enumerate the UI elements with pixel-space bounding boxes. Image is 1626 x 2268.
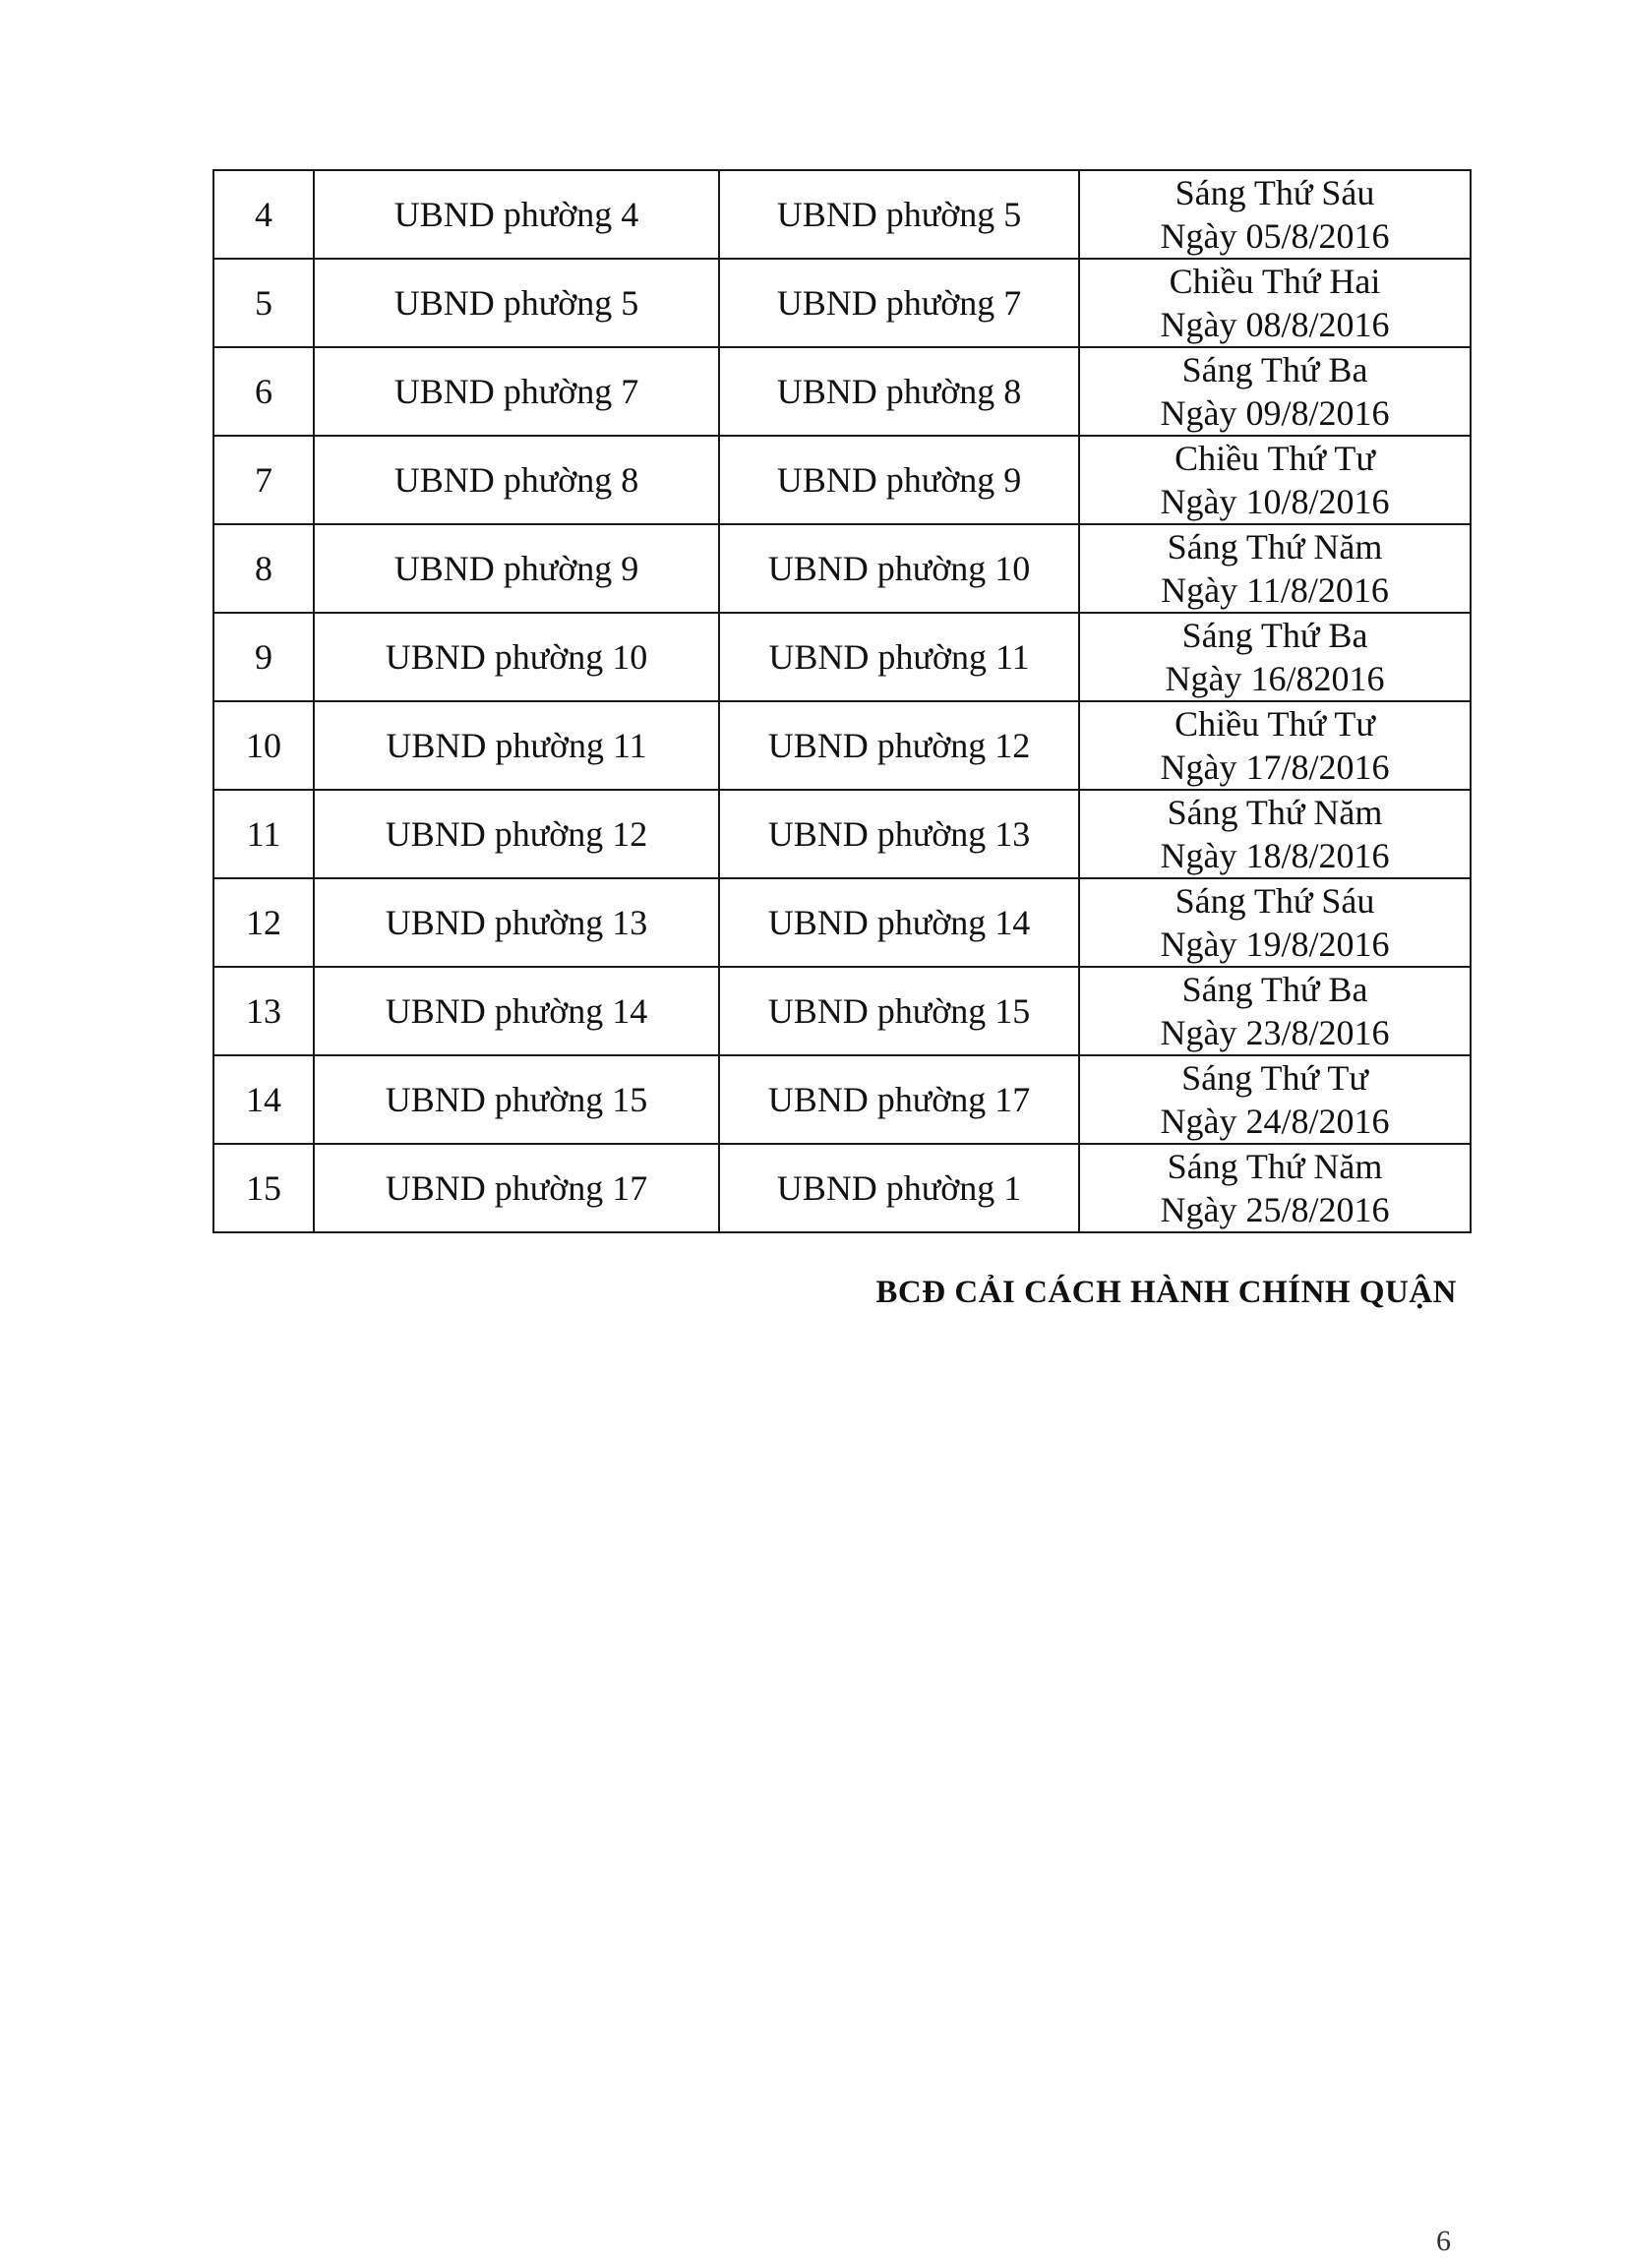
table-row [213, 613, 1471, 701]
unit-name: UBND phường 9 [314, 524, 719, 613]
row-number: 4 [213, 170, 314, 259]
schedule-time [1079, 347, 1471, 436]
row-number: 5 [213, 259, 314, 347]
row-number: 7 [213, 436, 314, 524]
schedule-time [1079, 701, 1471, 790]
page-number: 6 [1436, 2225, 1451, 2257]
schedule-time [1079, 1144, 1471, 1232]
schedule-time [1079, 613, 1471, 701]
session-day: Sáng Thứ Ba [1181, 970, 1368, 1009]
session-day: Sáng Thứ Sáu [1174, 881, 1375, 921]
table-row [213, 436, 1471, 524]
session-day: Sáng Thứ Tư [1181, 1058, 1368, 1098]
schedule-time [1079, 878, 1471, 967]
unit-name: UBND phường 8 [314, 436, 719, 524]
table-row [213, 170, 1471, 259]
unit-name: UBND phường 7 [314, 347, 719, 436]
row-number: 13 [213, 967, 314, 1055]
session-date: Ngày 11/8/2016 [1161, 570, 1389, 610]
row-number: 8 [213, 524, 314, 613]
unit-name: UBND phường 17 [314, 1144, 719, 1232]
receiving-unit: UBND phường 17 [719, 1055, 1079, 1144]
session-day: Sáng Thứ Ba [1181, 616, 1368, 655]
signature-title: BCĐ CẢI CÁCH HÀNH CHÍNH QUẬN [875, 1275, 1457, 1310]
table-row [213, 701, 1471, 790]
row-number: 10 [213, 701, 314, 790]
session-date: Ngày 10/8/2016 [1160, 482, 1390, 521]
table-row [213, 259, 1471, 347]
schedule-time [1079, 1055, 1471, 1144]
receiving-unit: UBND phường 13 [719, 790, 1079, 878]
session-date: Ngày 05/8/2016 [1160, 216, 1390, 256]
receiving-unit: UBND phường 12 [719, 701, 1079, 790]
session-date: Ngày 23/8/2016 [1160, 1013, 1390, 1052]
unit-name: UBND phường 11 [314, 701, 719, 790]
session-date: Ngày 09/8/2016 [1160, 393, 1390, 433]
session-date: Ngày 19/8/2016 [1160, 925, 1390, 964]
schedule-time [1079, 967, 1471, 1055]
session-date: Ngày 25/8/2016 [1160, 1190, 1390, 1229]
table-row [213, 524, 1471, 613]
session-date: Ngày 17/8/2016 [1160, 747, 1390, 787]
row-number: 11 [213, 790, 314, 878]
table-row [213, 878, 1471, 967]
session-day: Chiều Thứ Tư [1174, 704, 1375, 744]
schedule-time [1079, 524, 1471, 613]
session-date: Ngày 16/82016 [1165, 659, 1385, 698]
unit-name: UBND phường 10 [314, 613, 719, 701]
row-number: 14 [213, 1055, 314, 1144]
receiving-unit: UBND phường 9 [719, 436, 1079, 524]
session-date: Ngày 08/8/2016 [1160, 305, 1390, 344]
unit-name: UBND phường 13 [314, 878, 719, 967]
session-date: Ngày 24/8/2016 [1160, 1102, 1390, 1141]
receiving-unit: UBND phường 8 [719, 347, 1079, 436]
session-day: Sáng Thứ Năm [1167, 527, 1383, 567]
row-number: 12 [213, 878, 314, 967]
row-number: 9 [213, 613, 314, 701]
session-day: Chiều Thứ Tư [1174, 439, 1375, 478]
schedule-time [1079, 259, 1471, 347]
receiving-unit: UBND phường 14 [719, 878, 1079, 967]
session-day: Sáng Thứ Năm [1167, 793, 1383, 832]
session-date: Ngày 18/8/2016 [1160, 836, 1390, 875]
table-row [213, 967, 1471, 1055]
session-day: Sáng Thứ Sáu [1174, 173, 1375, 212]
schedule-table [212, 169, 1472, 1233]
receiving-unit: UBND phường 1 [719, 1144, 1079, 1232]
unit-name: UBND phường 15 [314, 1055, 719, 1144]
receiving-unit: UBND phường 11 [719, 613, 1079, 701]
row-number: 6 [213, 347, 314, 436]
schedule-time [1079, 170, 1471, 259]
table-row [213, 1144, 1471, 1232]
receiving-unit: UBND phường 15 [719, 967, 1079, 1055]
unit-name: UBND phường 5 [314, 259, 719, 347]
receiving-unit: UBND phường 10 [719, 524, 1079, 613]
row-number: 15 [213, 1144, 314, 1232]
schedule-time [1079, 790, 1471, 878]
table-row [213, 347, 1471, 436]
session-day: Sáng Thứ Ba [1181, 350, 1368, 389]
table-row [213, 1055, 1471, 1144]
session-day: Sáng Thứ Năm [1167, 1147, 1383, 1186]
session-day: Chiều Thứ Hai [1169, 262, 1381, 301]
receiving-unit: UBND phường 7 [719, 259, 1079, 347]
unit-name: UBND phường 12 [314, 790, 719, 878]
table-row [213, 790, 1471, 878]
unit-name: UBND phường 4 [314, 170, 719, 259]
schedule-time [1079, 436, 1471, 524]
unit-name: UBND phường 14 [314, 967, 719, 1055]
receiving-unit: UBND phường 5 [719, 170, 1079, 259]
